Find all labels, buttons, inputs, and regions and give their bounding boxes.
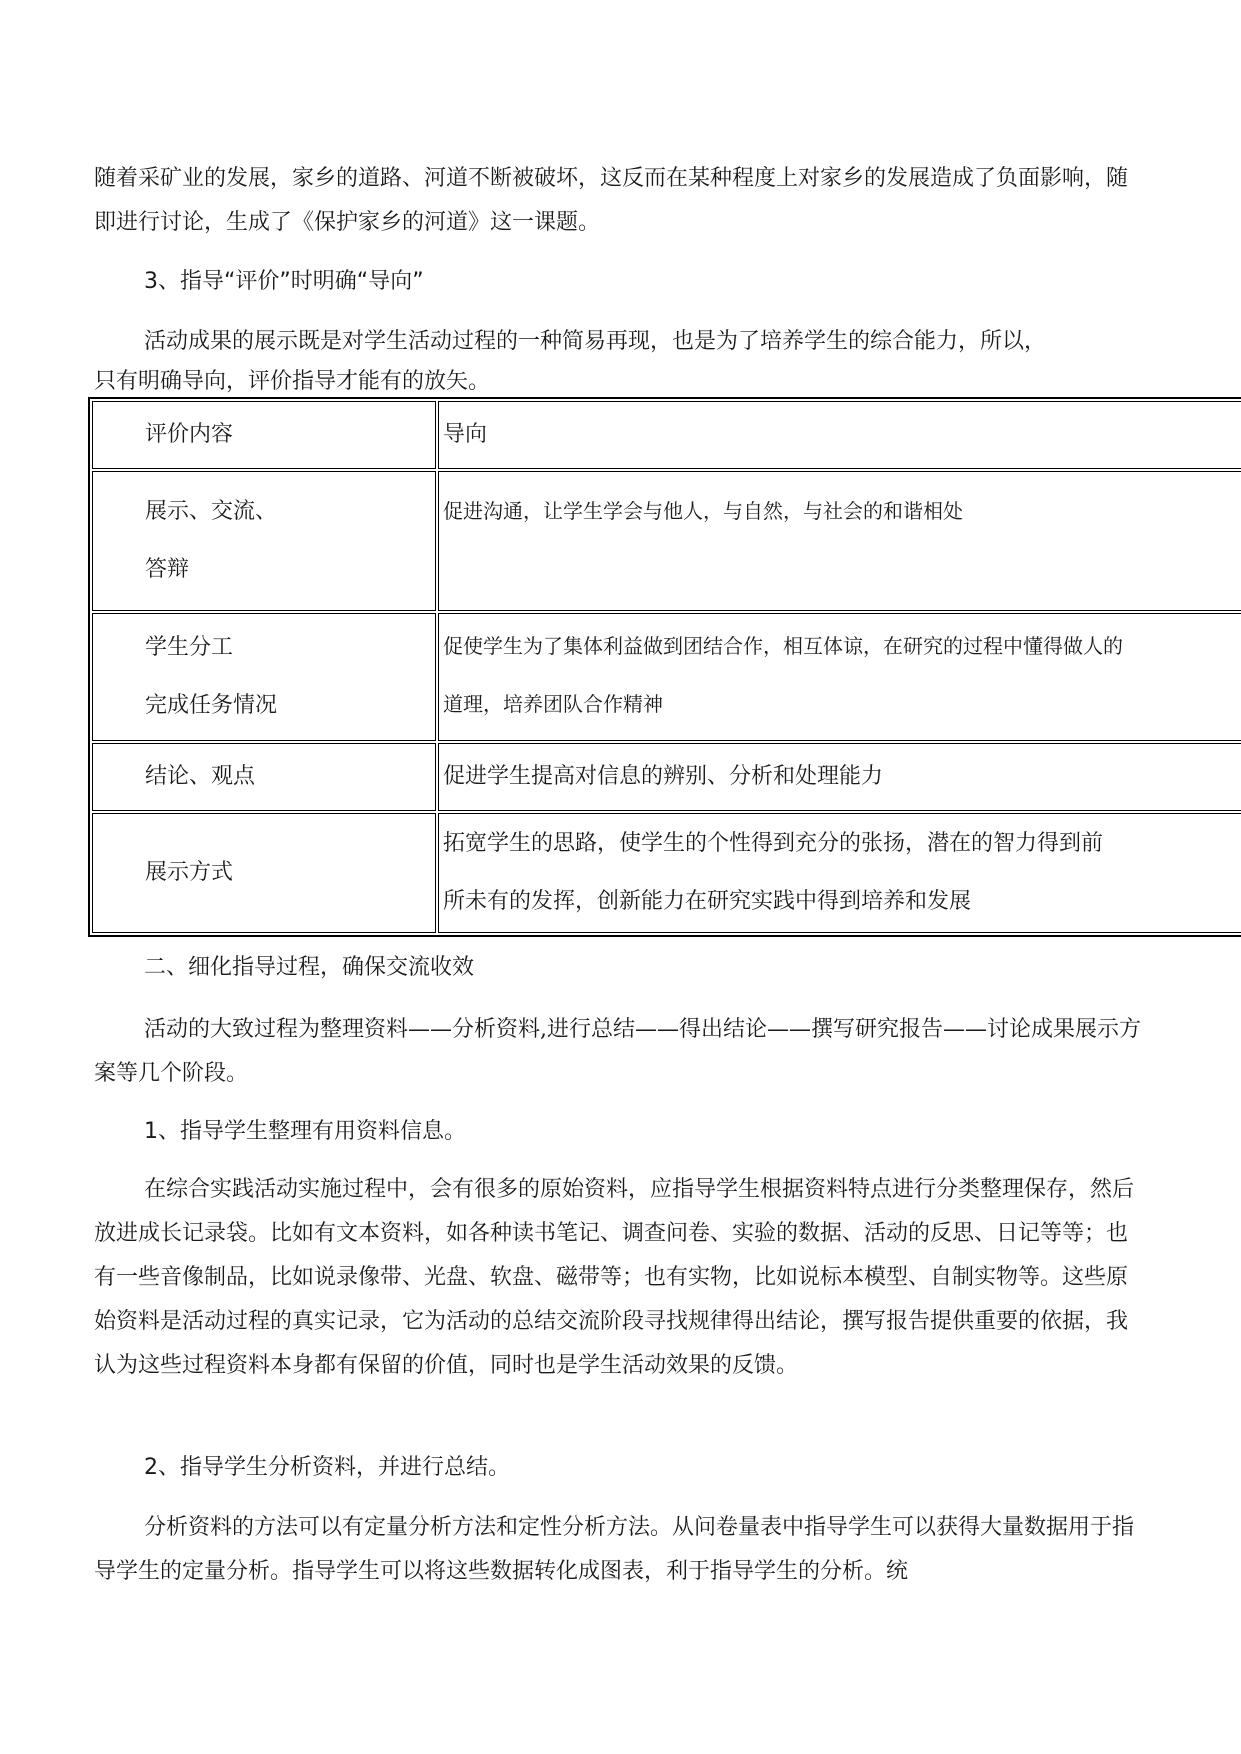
cell-text: 促进学生提高对信息的辨别、分析和处理能力	[443, 764, 884, 789]
cell-text: 完成任务情况	[145, 693, 278, 718]
table-cell	[92, 471, 436, 611]
header-guidance: 导向	[443, 422, 488, 447]
cell-text: 所未有的发挥，创新能力在研究实践中得到培养和发展	[443, 889, 972, 914]
section-heading-refine-guidance: 二、细化指导过程，确保交流收效	[144, 955, 475, 980]
paragraph-raw-materials: 在综合实践活动实施过程中，会有很多的原始资料，应指导学生根据资料特点进行分类整理保存，然后放进成长记录袋。比如有文本资料，如各种读书笔记、调查问卷、实验的数据、活动的反思、日记等等；也有一些音像制品，比如说录像带、光盘、软盘、磁带等；也有实物，比如说标本模型、自制实物等。这些原始资料是活动过程的真实记录，它为活动的总结交流阶段寻找规律得出结论，撰写报告提供重要的依据，我认为这些过程资料本身都有保留的价值，同时也是学生活动效果的反馈。	[94, 1177, 1135, 1378]
paragraph-activity-process: 活动的大致过程为整理资料——分析资料,进行总结——得出结论——撰写研究报告——讨论成果展示方案等几个阶段。	[94, 1017, 1141, 1086]
table-header-cell	[438, 401, 1241, 469]
cell-text: 促使学生为了集体利益做到团结合作，相互体谅，在研究的过程中懂得做人的	[443, 634, 1123, 658]
table-cell	[92, 813, 436, 933]
heading-evaluation-guidance: 3、指导“评价”时明确“导向”	[144, 269, 424, 294]
heading-analyze-materials: 2、指导学生分析资料，并进行总结。	[144, 1455, 510, 1480]
table-row	[92, 813, 1241, 933]
table-row	[92, 743, 1241, 811]
cell-text: 展示、交流、	[145, 499, 278, 524]
table-row	[92, 613, 1241, 741]
paragraph-results-line1: 活动成果的展示既是对学生活动过程的一种简易再现，也是为了培养学生的综合能力，所以，	[144, 329, 1047, 354]
cell-text: 促进沟通，让学生学会与他人，与自然，与社会的和谐相处	[443, 499, 963, 523]
paragraph-river-topic: 随着采矿业的发展，家乡的道路、河道不断被破坏，这反而在某种程度上对家乡的发展造成了负面影响，随即进行讨论，生成了《保护家乡的河道》这一课题。	[94, 166, 1129, 235]
evaluation-table	[88, 397, 1241, 937]
paragraph-results-line2: 只有明确导向，评价指导才能有的放矢。	[94, 369, 491, 394]
cell-text: 展示方式	[145, 860, 234, 885]
table-cell	[438, 613, 1241, 741]
table-row	[92, 471, 1241, 611]
table-cell	[438, 471, 1241, 611]
cell-text: 道理，培养团队合作精神	[443, 692, 663, 716]
cell-text: 结论、观点	[145, 764, 256, 789]
cell-text: 答辩	[145, 557, 190, 582]
heading-organize-materials: 1、指导学生整理有用资料信息。	[144, 1119, 466, 1144]
table-cell	[438, 813, 1241, 933]
table-cell	[92, 613, 436, 741]
header-evaluation-content: 评价内容	[145, 422, 234, 447]
table-cell	[438, 743, 1241, 811]
table-cell	[92, 743, 436, 811]
table-header-cell	[92, 401, 436, 469]
cell-text: 学生分工	[145, 635, 234, 660]
cell-text: 拓宽学生的思路，使学生的个性得到充分的张扬，潜在的智力得到前	[443, 831, 1104, 856]
paragraph-analysis-methods: 分析资料的方法可以有定量分析方法和定性分析方法。从问卷量表中指导学生可以获得大量数据用于指导学生的定量分析。指导学生可以将这些数据转化成图表，利于指导学生的分析。统	[94, 1515, 1135, 1584]
table-header-row	[92, 401, 1241, 469]
